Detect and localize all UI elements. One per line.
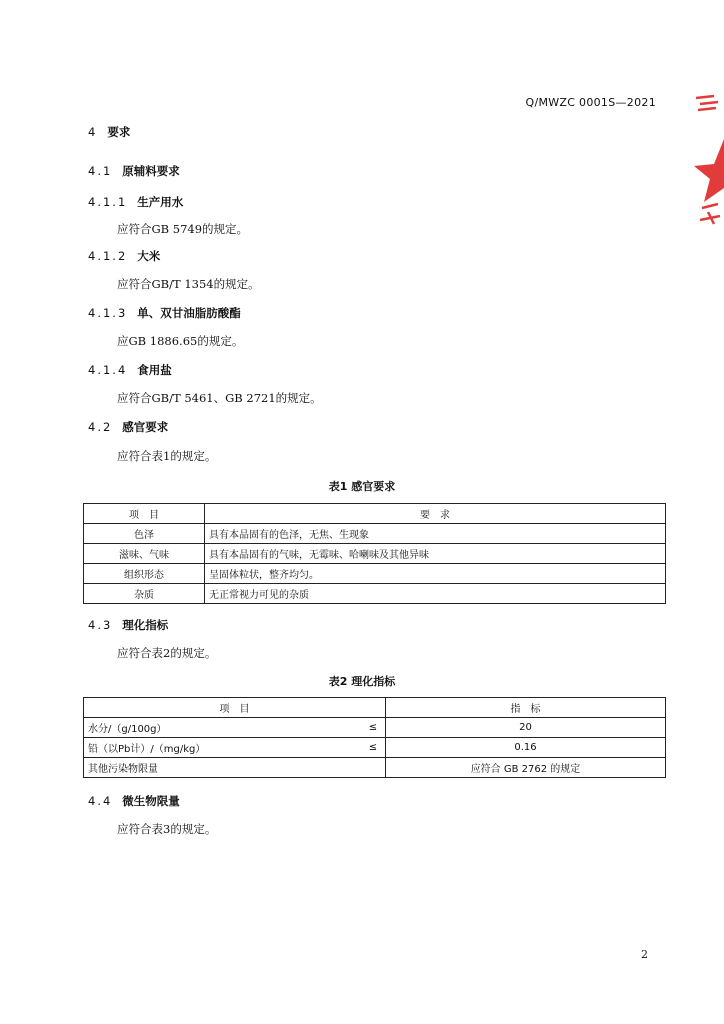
table-row (84, 758, 666, 778)
table-row (84, 524, 666, 544)
table-header: 项 目 (84, 504, 205, 524)
section-4-4-heading: 4.4 微生物限量 (88, 794, 180, 808)
sensory-requirements-table (83, 503, 666, 604)
table-cell: 色泽 (84, 524, 205, 544)
table-cell: 组织形态 (84, 564, 205, 584)
section-4-3-text: 应符合表2的规定。 (117, 646, 217, 660)
table-cell: 具有本品固有的色泽，无焦、生现象 (205, 524, 666, 544)
table-cell: 呈固体粒状，整齐均匀。 (205, 564, 666, 584)
table-cell: 杂质 (84, 584, 205, 604)
section-4-1-3-heading: 4.1.3 单、双甘油脂肪酸酯 (88, 306, 241, 320)
table-header: 指 标 (386, 698, 666, 718)
document-code: Q/MWZC 0001S—2021 (525, 96, 656, 109)
table-cell (361, 758, 386, 778)
table-row (84, 564, 666, 584)
table-header: 要 求 (205, 504, 666, 524)
section-4-1-4-heading: 4.1.4 食用盐 (88, 363, 172, 377)
table-cell: 水分/（g/100g） (84, 718, 362, 738)
table-cell: 0.16 (386, 738, 666, 758)
section-4-2-text: 应符合表1的规定。 (117, 449, 217, 463)
section-4-1-2-text: 应符合GB/T 1354的规定。 (117, 277, 260, 291)
section-4-2-heading: 4.2 感官要求 (88, 420, 169, 434)
table-header-row (84, 504, 666, 524)
table-row (84, 718, 666, 738)
section-4-1-1-heading: 4.1.1 生产用水 (88, 195, 184, 209)
physicochemical-indicators-table (83, 697, 666, 778)
section-4-1-1-text: 应符合GB 5749的规定。 (117, 222, 249, 236)
table-cell: ≤ (361, 718, 386, 738)
table-cell: 滋味、气味 (84, 544, 205, 564)
table-cell: 铅（以Pb计）/（mg/kg） (84, 738, 362, 758)
table-row (84, 738, 666, 758)
red-seal-stamp (694, 84, 724, 234)
table-row (84, 544, 666, 564)
section-4-1-3-text: 应GB 1886.65的规定。 (117, 334, 244, 348)
table-cell: 无正常视力可见的杂质 (205, 584, 666, 604)
table2-caption: 表2 理化指标 (328, 675, 396, 688)
table-header: 项 目 (84, 698, 386, 718)
table-cell: 具有本品固有的气味，无霉味、哈喇味及其他异味 (205, 544, 666, 564)
table-cell: ≤ (361, 738, 386, 758)
table-cell: 应符合 GB 2762 的规定 (386, 758, 666, 778)
section-4-1-4-text: 应符合GB/T 5461、GB 2721的规定。 (117, 391, 322, 405)
section-4-4-text: 应符合表3的规定。 (117, 822, 217, 836)
section-4-heading: 4 要求 (88, 125, 131, 139)
table-header-row (84, 698, 666, 718)
section-4-3-heading: 4.3 理化指标 (88, 618, 169, 632)
section-4-1-heading: 4.1 原辅料要求 (88, 164, 180, 178)
section-4-1-2-heading: 4.1.2 大米 (88, 249, 161, 263)
table-cell: 20 (386, 718, 666, 738)
table1-caption: 表1 感官要求 (328, 480, 396, 493)
table-row (84, 584, 666, 604)
page-number: 2 (641, 948, 648, 961)
table-cell: 其他污染物限量 (84, 758, 362, 778)
